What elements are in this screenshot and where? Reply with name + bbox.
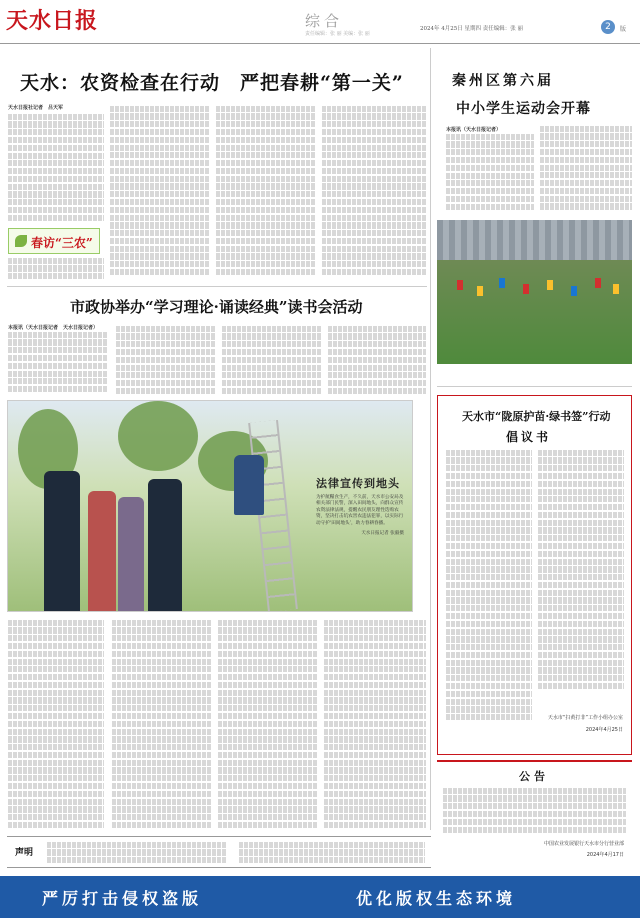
- section-divider: [437, 386, 632, 387]
- bottom-banner: [0, 876, 640, 918]
- notice-signer: 中国农业发展银行天水市分行营业部: [543, 841, 624, 847]
- photo-text: 为护航糧食生产，不久前，天水市公安局及相关部门民警，深入田间地头，向群众宣传农资法律法规，提醒农民朋友理性选购农资，坚决打击坑农害农违法犯罪，以实际行动守护‘田间地头’，助力春耕春播。: [316, 495, 404, 526]
- column-badge: [8, 228, 100, 254]
- declaration-text: [47, 840, 227, 866]
- sports-article-body: [540, 124, 632, 216]
- declaration-box: [7, 836, 431, 868]
- officer-figure: [148, 479, 182, 612]
- declaration-text: [239, 840, 425, 866]
- petition-title: 天水市“陇原护苗·绿书签”行动: [462, 410, 611, 423]
- notice-title: 公告: [519, 770, 549, 783]
- column-divider: [430, 48, 431, 830]
- page-number-badge: 2: [601, 20, 615, 34]
- petition-body: [538, 448, 624, 698]
- main-article-body: [110, 104, 210, 282]
- page-tag: 版: [620, 26, 627, 33]
- officer-figure: [44, 471, 80, 612]
- photo-story-body: [8, 618, 104, 832]
- main-article-body: [216, 104, 316, 282]
- section-subtitle: 责任编辑：张 丽 美编：张 丽: [305, 31, 370, 37]
- flag-shape: [477, 286, 483, 296]
- photo-story-body: [218, 618, 318, 832]
- declaration-label: 声明: [15, 848, 34, 858]
- feature-photo: [7, 400, 413, 612]
- worker-on-ladder: [234, 455, 264, 515]
- notice-date: 2024年4月17日: [586, 852, 624, 858]
- banner-right-text: 优化版权生态环境: [356, 889, 517, 908]
- petition-box: [437, 395, 632, 755]
- petition-signer: 天水市“扫黄打非”工作小组办公室: [547, 715, 623, 721]
- cppcc-headline: 市政协举办“学习理论·诵读经典”读书会活动: [70, 298, 363, 316]
- flag-shape: [613, 284, 619, 294]
- cppcc-byline: 本报讯（天水日报记者 天水日报记者）: [8, 325, 99, 331]
- photo-story-body: [324, 618, 426, 832]
- column-badge-label: 春访“三农”: [31, 236, 93, 250]
- flag-shape: [571, 286, 577, 296]
- ladder-shape: [248, 420, 298, 612]
- main-headline: 天水：农资检查在行动 严把春耕“第一关”: [20, 72, 404, 94]
- page-header: [0, 0, 640, 44]
- section-divider: [7, 286, 427, 287]
- newspaper-logo: 天水日报: [6, 8, 99, 34]
- issue-date: 2024年 4月25日 星期四 责任编辑：张 丽: [420, 26, 523, 32]
- sports-headline-line1: 秦州区第六届: [452, 73, 554, 89]
- sports-article-body: [446, 132, 534, 216]
- grandstand: [437, 220, 632, 260]
- photo-credit: 天水日报记者 张毅摄: [361, 531, 404, 537]
- main-article-body: [8, 112, 104, 224]
- main-article-body: [322, 104, 426, 282]
- flag-shape: [523, 284, 529, 294]
- flag-shape: [595, 278, 601, 288]
- cppcc-article-body: [328, 324, 426, 394]
- cppcc-article-body: [8, 330, 108, 394]
- leaf-icon: [15, 235, 27, 247]
- banner-left-text: 严厉打击侵权盗版: [42, 889, 203, 908]
- petition-subtitle: 倡议书: [506, 430, 552, 444]
- flag-shape: [457, 280, 463, 290]
- tree-shape: [118, 401, 198, 471]
- sports-headline-line2: 中小学生运动会开幕: [456, 101, 591, 117]
- notice-body: [443, 786, 626, 834]
- photo-story-body: [112, 618, 212, 832]
- sports-byline: 本报讯（天水日报记者）: [446, 127, 502, 133]
- villager-figure: [118, 497, 144, 612]
- petition-date: 2024年4月25日: [585, 727, 623, 733]
- sports-photo: [437, 220, 632, 364]
- flag-shape: [499, 278, 505, 288]
- villager-figure: [88, 491, 116, 612]
- main-article-body: [8, 256, 104, 282]
- cppcc-article-body: [222, 324, 322, 394]
- notice-box: [437, 760, 632, 865]
- petition-body: [446, 448, 532, 728]
- main-byline: 天水日报社记者 吕天军: [8, 105, 64, 111]
- flag-shape: [547, 280, 553, 290]
- photo-caption-box: [316, 475, 404, 607]
- photo-title: 法律宣传到地头: [316, 477, 400, 490]
- cppcc-article-body: [116, 324, 216, 394]
- section-title: 综合: [305, 12, 344, 30]
